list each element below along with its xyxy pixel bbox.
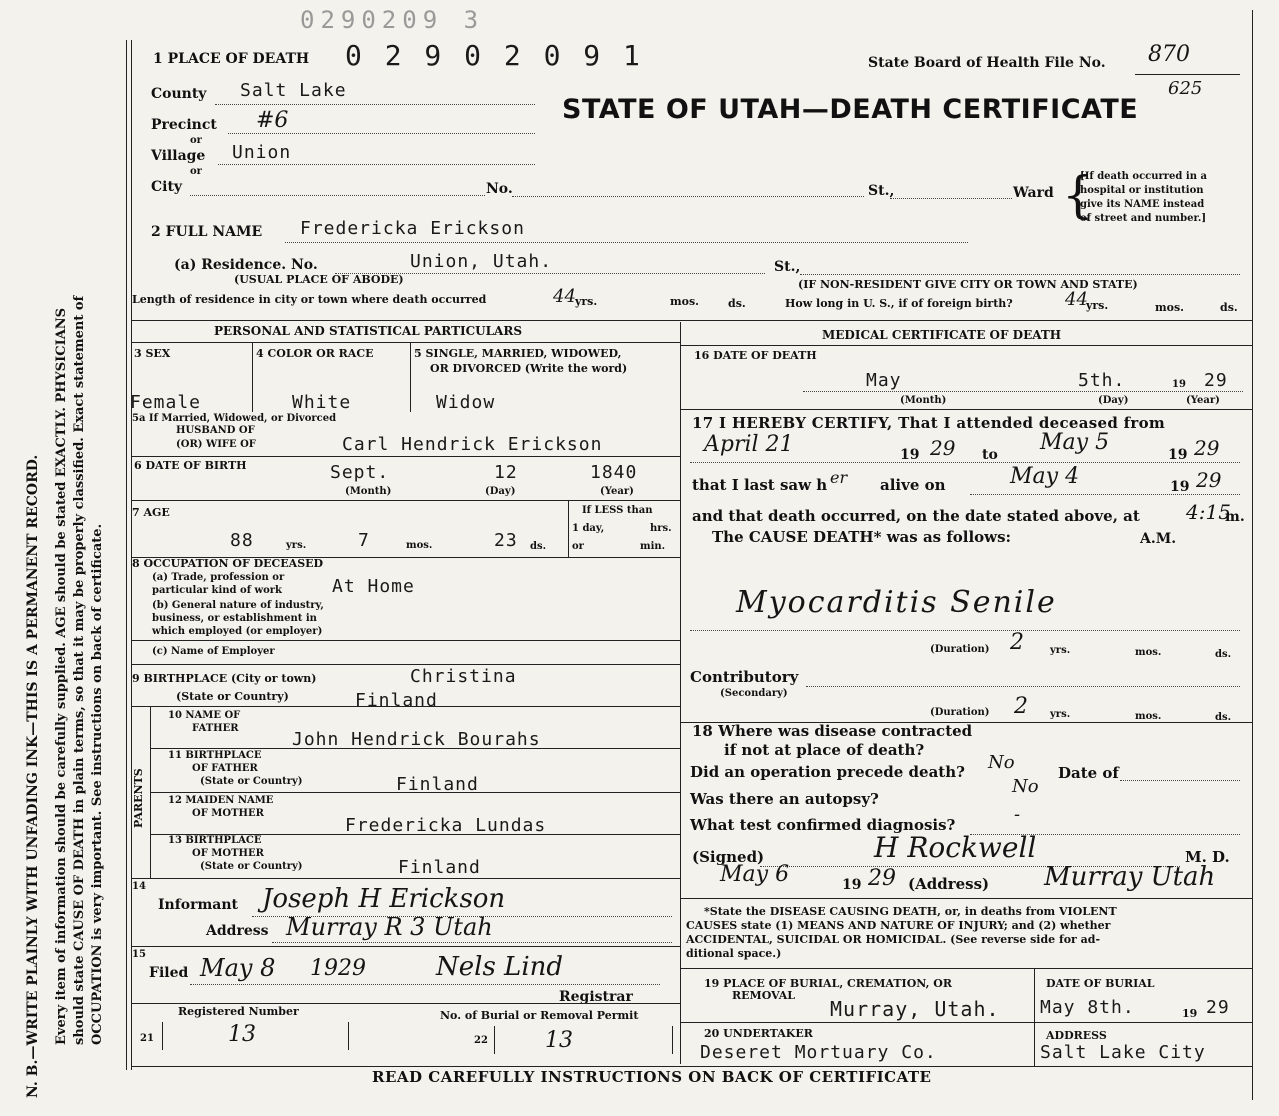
attended-line (690, 462, 1240, 463)
file-no-secondary: 625 (1168, 78, 1203, 99)
marital-label-2: OR DIVORCED (Write the word) (430, 362, 628, 375)
hospital-note-4: of street and number.] (1080, 213, 1207, 224)
last-saw-h: er (830, 468, 848, 487)
village-value: Union (232, 142, 292, 163)
mother-label-2: OF MOTHER (192, 808, 264, 819)
physician-address: Murray Utah (1044, 862, 1216, 892)
occ-c-label: (c) Name of Employer (152, 646, 275, 657)
length-residence-label: Length of residence in city or town where death occurred (132, 293, 487, 306)
father-birth-label-3: (State or Country) (200, 776, 303, 787)
instruction-4: ditional space.) (686, 947, 782, 960)
stamp-number: 0 2 9 0 2 0 9 1 (345, 39, 643, 72)
birth-line (131, 706, 680, 707)
dod-line (803, 391, 1243, 392)
certify-text: 17 I HEREBY CERTIFY, That I attended deceased from (692, 414, 1166, 432)
instruction-1: *State the DISEASE CAUSING DEATH, or, in deaths from VIOLENT (704, 905, 1117, 918)
less-than-hrs: hrs. (650, 523, 672, 534)
occ-b-line (131, 640, 680, 641)
personal-header: PERSONAL AND STATISTICAL PARTICULARS (214, 324, 523, 338)
age-label: 7 AGE (132, 506, 170, 519)
birthplace-label: 9 BIRTHPLACE (City or town) (132, 672, 317, 685)
medical-header: MEDICAL CERTIFICATE OF DEATH (822, 328, 1062, 342)
left-border (126, 40, 127, 1070)
precinct-value: #6 (256, 108, 289, 133)
burial-top-line (680, 968, 1252, 969)
left-border-inner (131, 40, 132, 1070)
personal-header-line (131, 342, 680, 343)
file-no-line (1135, 74, 1240, 75)
undertaker-label: 20 UNDERTAKER (704, 1027, 813, 1040)
burial-bottom-line (680, 1022, 1252, 1023)
county-value: Salt Lake (240, 80, 347, 101)
duration-1-mos: mos. (1135, 647, 1162, 658)
permit-box-left (494, 1026, 495, 1054)
husband-label-2: HUSBAND OF (176, 425, 255, 436)
signed-bottom-line (680, 898, 1252, 899)
or-2: or (190, 166, 202, 177)
signed-date: May 6 (720, 862, 790, 887)
dob-year-note: (Year) (600, 486, 634, 497)
burial-divider (1034, 968, 1035, 1066)
test-label: What test confirmed diagnosis? (690, 816, 956, 834)
mother-birth-line (131, 878, 680, 879)
last-saw-text: that I last saw h (692, 476, 828, 494)
duration-2-label: (Duration) (930, 707, 990, 718)
duration-2-ds: ds. (1215, 712, 1232, 723)
full-name-line (285, 242, 968, 243)
side-instruction-line1: N. B.—WRITE PLAINLY WITH UNFADING INK—THIS IS A PERMANENT RECORD. (25, 454, 41, 1098)
color-divider (410, 342, 411, 412)
residence-st-line (800, 274, 1240, 275)
less-than-min: min. (640, 541, 666, 552)
am-label: A.M. (1140, 531, 1177, 547)
cause-value: Myocarditis Senile (736, 585, 1057, 620)
burial-place: Murray, Utah. (830, 997, 1000, 1021)
occ-a-label-2: particular kind of work (152, 585, 282, 596)
attended-from-year: 29 (930, 436, 956, 460)
age-yrs: 88 (230, 530, 254, 551)
instruction-2: CAUSES state (1) MEANS AND NATURE OF INJURY; and (2) whether (686, 919, 1111, 932)
less-than-1: If LESS than (582, 505, 653, 516)
undertaker-value: Deseret Mortuary Co. (700, 1042, 937, 1063)
birth-state-value: Finland (355, 690, 438, 711)
autopsy-label: Was there an autopsy? (690, 790, 879, 808)
us-yrs: yrs. (1086, 299, 1109, 312)
husband-label-1: 5a If Married, Widowed, or Divorced (132, 413, 337, 424)
last-saw-date: May 4 (1010, 464, 1080, 489)
duration-2-mos: mos. (1135, 711, 1162, 722)
dod-month: May (866, 370, 902, 391)
burial-date: May 8th. (1040, 997, 1135, 1018)
section-top-line (131, 320, 1252, 321)
num-14: 14 (132, 881, 146, 892)
contrib-line (806, 686, 1240, 687)
informant-bottom-line (131, 946, 680, 947)
mother-birth-value: Finland (398, 857, 481, 878)
age-yrs-unit: yrs. (286, 540, 307, 551)
father-birth-label-1: 11 BIRTHPLACE (168, 750, 262, 761)
instruction-3: ACCIDENTAL, SUICIDAL OR HOMICIDAL. (See reverse side for ad- (686, 933, 1101, 946)
hospital-note-1: [If death occurred in a (1080, 171, 1207, 182)
operation-label: Did an operation precede death? (690, 763, 965, 781)
husband-value: Carl Hendrick Erickson (342, 434, 603, 455)
faded-number: 0290209 3 (300, 6, 485, 34)
occupation-label: 8 OCCUPATION OF DECEASED (132, 557, 324, 570)
occ-c-line (131, 664, 680, 665)
us-value: 44 (1065, 289, 1088, 310)
secondary-label: (Secondary) (720, 688, 788, 699)
ward-label: Ward (1013, 185, 1054, 201)
mother-birth-label-3: (State or Country) (200, 861, 303, 872)
signed-year-pre: 19 (842, 877, 862, 893)
md-label: M. D. (1185, 848, 1230, 866)
dob-line (131, 500, 680, 501)
sex-divider (252, 342, 253, 412)
non-resident-note: (IF NON-RESIDENT GIVE CITY OR TOWN AND STATE) (798, 278, 1138, 291)
length-ds: ds. (728, 297, 746, 310)
dod-year-note: (Year) (1186, 395, 1220, 406)
no-line (512, 196, 864, 197)
dod-bottom-line (680, 409, 1252, 410)
signed-year: 29 (868, 866, 896, 891)
file-no: 870 (1148, 42, 1190, 67)
last-saw-year-pre: 19 (1170, 479, 1190, 495)
age-mos-unit: mos. (406, 540, 433, 551)
age-ds-unit: ds. (530, 541, 547, 552)
age-divider (568, 500, 569, 557)
reg-box-left (162, 1022, 163, 1050)
father-birth-value: Finland (396, 774, 479, 795)
village-line (218, 164, 535, 165)
attended-from: April 21 (704, 432, 794, 457)
death-time-m: m. (1225, 509, 1245, 525)
permit-box-right (672, 1026, 673, 1054)
duration-1-label: (Duration) (930, 644, 990, 655)
date-of-death-label: 16 DATE OF DEATH (694, 349, 817, 362)
or-1: or (190, 135, 202, 146)
hospital-note-2: hospital or institution (1080, 185, 1204, 196)
county-line (215, 104, 535, 105)
usual-abode-note: (USUAL PLACE OF ABODE) (234, 273, 404, 286)
marital-label-1: 5 SINGLE, MARRIED, WIDOWED, (414, 347, 622, 360)
father-line (150, 748, 680, 749)
burial-label-2: REMOVAL (732, 989, 796, 1002)
precinct-label: Precinct (151, 117, 217, 133)
bottom-line (131, 1066, 1252, 1067)
marital-value: Widow (436, 392, 496, 413)
occ-b-label-2: business, or establishment in (152, 613, 317, 624)
occ-a-label-1: (a) Trade, profession or (152, 572, 285, 583)
reg-num-value: 13 (228, 1022, 256, 1047)
mother-birth-label-2: OF MOTHER (192, 848, 264, 859)
county-label: County (151, 86, 207, 102)
q18-line-2: if not at place of death? (724, 741, 925, 759)
age-mos: 7 (358, 530, 370, 551)
dob-month-note: (Month) (345, 486, 392, 497)
duration-2-value: 2 (1014, 694, 1028, 719)
dod-year: 29 (1204, 370, 1228, 391)
city-line (190, 195, 485, 196)
duration-2-yrs: yrs. (1050, 709, 1071, 720)
registrar-label: Registrar (559, 989, 633, 1005)
permit-value: 13 (545, 1028, 573, 1053)
burial-label-1: 19 PLACE OF BURIAL, CREMATION, OR (704, 977, 953, 990)
filed-date: May 8 (200, 954, 276, 982)
test-value: - (1014, 804, 1021, 825)
place-of-death-label: 1 PLACE OF DEATH (153, 51, 310, 67)
brace: { (1062, 166, 1094, 224)
num-15: 15 (132, 949, 146, 960)
husband-label-3: (OR) WIFE OF (176, 439, 256, 450)
death-time: 4:15 (1186, 500, 1231, 524)
attended-from-year-pre: 19 (900, 447, 920, 463)
medical-header-line (680, 345, 1252, 346)
operation-value: No (988, 752, 1015, 773)
physician-signature: H Rockwell (874, 831, 1037, 864)
contributory-label: Contributory (690, 668, 799, 686)
informant-label: Informant (158, 897, 238, 913)
center-divider (680, 322, 681, 1064)
mother-value: Fredericka Lundas (345, 815, 547, 836)
certificate-title: STATE OF UTAH—DEATH CERTIFICATE (562, 94, 1139, 125)
duration-1-ds: ds. (1215, 649, 1232, 660)
father-label-1: 10 NAME OF (168, 710, 241, 721)
sex-value: Female (130, 392, 202, 413)
informant-address-line (272, 942, 672, 943)
reg-num-prefix: 21 (140, 1033, 154, 1044)
attended-to: May 5 (1040, 430, 1110, 455)
length-residence-value: 44 (553, 286, 576, 307)
length-mos: mos. (670, 295, 699, 308)
sex-label: 3 SEX (134, 347, 171, 360)
address-label: (Address) (908, 875, 990, 893)
dob-day: 12 (494, 462, 518, 483)
us-ds: ds. (1220, 301, 1238, 314)
death-occurred-text: and that death occurred, on the date stated above, at (692, 507, 1140, 525)
duration-1-value: 2 (1010, 630, 1024, 655)
permit-prefix: 22 (474, 1035, 488, 1046)
color-value: White (292, 392, 352, 413)
informant-value: Joseph H Erickson (262, 884, 506, 914)
residence-value: Union, Utah. (410, 251, 553, 272)
residence-label: (a) Residence. No. (174, 257, 318, 273)
last-saw-year: 29 (1196, 468, 1222, 492)
hospital-note-3: give its NAME instead (1080, 199, 1205, 210)
less-than-or: or (572, 541, 584, 552)
burial-year-pre: 19 (1182, 1007, 1198, 1020)
st-line (890, 198, 1012, 199)
occ-b-label-1: (b) General nature of industry, (152, 600, 324, 611)
full-name-value: Fredericka Erickson (300, 218, 525, 239)
file-no-label: State Board of Health File No. (868, 55, 1106, 71)
filed-label: Filed (149, 965, 189, 981)
mother-birth-label-1: 13 BIRTHPLACE (168, 835, 262, 846)
dod-month-note: (Month) (900, 395, 947, 406)
registrar-signature: Nels Lind (436, 952, 564, 982)
date-of-line (1120, 780, 1240, 781)
undertaker-address: Salt Lake City (1040, 1042, 1206, 1063)
reg-box-right (348, 1022, 349, 1050)
dod-day: 5th. (1078, 370, 1126, 391)
footer-instructions: READ CAREFULLY INSTRUCTIONS ON BACK OF CERTIFICATE (372, 1068, 932, 1086)
date-of-burial-label: DATE OF BURIAL (1046, 977, 1155, 990)
filed-bottom-line (131, 1003, 680, 1004)
duration-1-yrs: yrs. (1050, 645, 1071, 656)
age-ds: 23 (494, 530, 518, 551)
right-border (1252, 10, 1253, 1100)
village-label: Village (151, 148, 206, 164)
occ-a-value: At Home (332, 576, 415, 597)
birthplace-city: Christina (410, 666, 517, 687)
father-label-2: FATHER (192, 723, 239, 734)
informant-address: Murray R 3 Utah (286, 913, 493, 941)
undertaker-address-label: ADDRESS (1046, 1029, 1107, 1042)
attended-to-year-pre: 19 (1168, 447, 1188, 463)
autopsy-value: No (1012, 776, 1039, 797)
side-instruction-line3: should state CAUSE OF DEATH in plain terms, so that it may be properly classified. Exact statement of (72, 295, 87, 1045)
signed-label: (Signed) (692, 848, 765, 866)
burial-year: 29 (1206, 997, 1230, 1018)
us-mos: mos. (1155, 301, 1184, 314)
us-label: How long in U. S., if of foreign birth? (785, 297, 1013, 310)
filed-line (190, 984, 660, 985)
father-value: John Hendrick Bourahs (292, 729, 541, 750)
precinct-line (228, 133, 535, 134)
mother-label-1: 12 MAIDEN NAME (168, 795, 274, 806)
parents-label: PARENTS (132, 768, 145, 828)
husband-line (131, 456, 680, 457)
full-name-label: 2 FULL NAME (151, 224, 263, 240)
dod-year-pre: 19 (1172, 379, 1186, 390)
birth-state-label: (State or Country) (176, 690, 289, 703)
q18-line-1: 18 Where was disease contracted (692, 722, 973, 740)
dob-month: Sept. (330, 462, 390, 483)
less-than-2: 1 day, (572, 523, 605, 534)
permit-label: No. of Burial or Removal Permit (440, 1009, 639, 1022)
dob-year: 1840 (590, 462, 638, 483)
father-birth-line (150, 792, 680, 793)
cause-line (690, 630, 1240, 631)
informant-address-label: Address (206, 923, 269, 939)
last-saw-alive: alive on (880, 476, 946, 494)
color-label: 4 COLOR OR RACE (256, 347, 374, 360)
attended-to-year: 29 (1194, 436, 1220, 460)
length-yrs: yrs. (575, 295, 598, 308)
no-label: No. (486, 181, 513, 197)
side-instruction-line2: Every item of information should be carefully supplied. AGE should be stated EXACTLY. PHYSICIANS (54, 307, 69, 1045)
attended-to-label: to (982, 447, 998, 463)
st-label: St., (868, 183, 895, 199)
last-saw-line (970, 494, 1240, 495)
date-of-label: Date of (1058, 764, 1119, 782)
residence-st-label: St., (774, 259, 801, 275)
father-birth-label-2: OF FATHER (192, 763, 258, 774)
dod-day-note: (Day) (1098, 395, 1129, 406)
reg-num-label: Registered Number (178, 1005, 299, 1018)
dob-day-note: (Day) (485, 486, 516, 497)
city-label: City (151, 179, 183, 195)
filed-year: 1929 (310, 956, 366, 981)
occ-b-label-3: which employed (or employer) (152, 626, 323, 637)
dob-label: 6 DATE OF BIRTH (134, 459, 247, 472)
side-instruction-line4: OCCUPATION is very important. See instructions on back of certificate. (90, 523, 105, 1045)
cause-label: The CAUSE DEATH* was as follows: (712, 528, 1012, 546)
